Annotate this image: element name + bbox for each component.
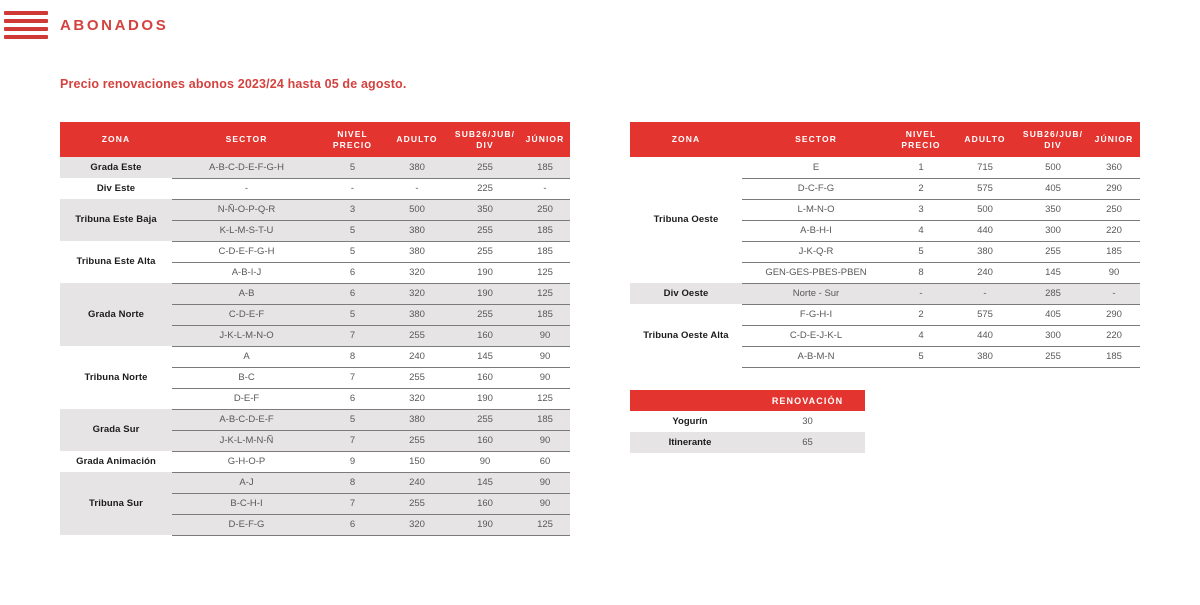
cell-junior: 60 xyxy=(520,451,570,472)
cell-adulto: 380 xyxy=(384,157,450,178)
cell-zona: Div Oeste xyxy=(630,283,742,304)
cell-sector: A-J xyxy=(172,472,321,493)
cell-nivel-precio: 5 xyxy=(890,241,952,262)
table-row xyxy=(60,409,570,430)
renovation-header-row xyxy=(630,390,865,411)
cell-nivel-precio: 5 xyxy=(890,346,952,367)
cell-adulto: 500 xyxy=(384,199,450,220)
cell-sector: J-K-L-M-N-Ñ xyxy=(172,430,321,451)
cell-sub26: 190 xyxy=(450,283,520,304)
cell-junior: 360 xyxy=(1088,157,1140,178)
table-row xyxy=(60,178,570,199)
col-header-nivel-precio xyxy=(321,122,384,157)
cell-adulto: 440 xyxy=(952,325,1018,346)
cell-sector: D-E-F-G xyxy=(172,514,321,535)
cell-sector: - xyxy=(172,178,321,199)
cell-sector: A-B-C-D-E-F xyxy=(172,409,321,430)
cell-adulto: 715 xyxy=(952,157,1018,178)
renovation-value: 65 xyxy=(750,432,865,453)
cell-adulto: 255 xyxy=(384,325,450,346)
cell-sub26: 350 xyxy=(450,199,520,220)
cell-zona: Tribuna Oeste Alta xyxy=(643,329,729,341)
cell-sub26: 145 xyxy=(1018,262,1088,283)
cell-nivel-precio: 3 xyxy=(321,199,384,220)
table-row xyxy=(60,283,570,304)
col-header-sector-l1: SECTOR xyxy=(795,134,837,145)
cell-junior: 290 xyxy=(1088,304,1140,325)
cell-sub26: 145 xyxy=(450,346,520,367)
cell-adulto: 240 xyxy=(384,346,450,367)
cell-nivel-precio: 5 xyxy=(321,409,384,430)
col-header-adulto xyxy=(952,122,1018,157)
table-header-row xyxy=(60,122,570,157)
col-header-adulto-l1: ADULTO xyxy=(396,134,438,145)
cell-junior: 90 xyxy=(520,346,570,367)
cell-adulto: 320 xyxy=(384,283,450,304)
cell-nivel-precio: 1 xyxy=(890,157,952,178)
cell-zona: Tribuna Sur xyxy=(60,472,172,535)
renovation-table-body xyxy=(630,411,865,453)
cell-zona: Tribuna Norte xyxy=(84,371,148,383)
cell-adulto: 380 xyxy=(384,409,450,430)
cell-adulto: 575 xyxy=(952,304,1018,325)
cell-junior: 185 xyxy=(520,220,570,241)
col-header-junior-l1: JÚNIOR xyxy=(1094,134,1134,145)
cell-sub26: 190 xyxy=(450,514,520,535)
renovation-header-label: RENOVACIÓN xyxy=(750,390,865,411)
cell-sector: A-B-H-I xyxy=(742,220,890,241)
cell-junior: 185 xyxy=(1088,241,1140,262)
cell-junior: 90 xyxy=(520,430,570,451)
cell-sub26: 160 xyxy=(450,367,520,388)
cell-sub26: 255 xyxy=(450,409,520,430)
table-row xyxy=(630,304,1140,325)
cell-sector: J-K-L-M-N-O xyxy=(172,325,321,346)
cell-junior: 125 xyxy=(520,262,570,283)
cell-sector: G-H-O-P xyxy=(172,451,321,472)
cell-sub26: 255 xyxy=(450,157,520,178)
table-row xyxy=(60,241,570,262)
cell-nivel-precio: 5 xyxy=(321,304,384,325)
cell-sub26: 255 xyxy=(450,304,520,325)
cell-nivel-precio: 6 xyxy=(321,262,384,283)
col-header-zona xyxy=(630,122,742,157)
cell-adulto: 380 xyxy=(384,220,450,241)
cell-sub26: 255 xyxy=(450,241,520,262)
table-row xyxy=(60,472,570,493)
cell-nivel-precio: 7 xyxy=(321,493,384,514)
cell-junior: 125 xyxy=(520,388,570,409)
cell-sector: Norte - Sur xyxy=(742,283,890,304)
col-header-sub26-l1: SUB26/JUB/ xyxy=(1022,129,1084,139)
cell-junior: 125 xyxy=(520,283,570,304)
cell-sub26: 190 xyxy=(450,388,520,409)
cell-nivel-precio: 8 xyxy=(321,472,384,493)
cell-sector: F-G-H-I xyxy=(742,304,890,325)
cell-sub26: 300 xyxy=(1018,325,1088,346)
cell-nivel-precio: 2 xyxy=(890,304,952,325)
col-header-sub26 xyxy=(1018,122,1088,157)
cell-junior: 90 xyxy=(520,367,570,388)
cell-zona: Grada Animación xyxy=(76,455,156,467)
cell-sector: A-B xyxy=(172,283,321,304)
cell-nivel-precio: 2 xyxy=(890,178,952,199)
cell-nivel-precio: 6 xyxy=(321,514,384,535)
price-table-east-body xyxy=(60,157,570,535)
cell-sector: C-D-E-F-G-H xyxy=(172,241,321,262)
col-header-nivel-l1: NIVEL xyxy=(905,129,937,139)
cell-sub26: 90 xyxy=(450,451,520,472)
col-header-zona-l1: ZONA xyxy=(101,134,131,145)
cell-sector: C-D-E-F xyxy=(172,304,321,325)
cell-zona: Grada Sur xyxy=(60,409,172,451)
cell-adulto: 380 xyxy=(952,241,1018,262)
cell-sector: N-Ñ-O-P-Q-R xyxy=(172,199,321,220)
cell-adulto: 320 xyxy=(384,262,450,283)
renovation-label: Yogurín xyxy=(672,416,708,427)
brand-mark-icon xyxy=(4,11,48,39)
col-header-adulto xyxy=(384,122,450,157)
renovation-table xyxy=(630,390,865,453)
col-header-sub26-l2: DIV xyxy=(476,139,494,150)
col-header-nivel-l2: PRECIO xyxy=(332,139,373,150)
cell-nivel-precio: 6 xyxy=(321,388,384,409)
cell-sub26: 145 xyxy=(450,472,520,493)
cell-sub26: 225 xyxy=(450,178,520,199)
cell-sub26: 255 xyxy=(1018,346,1088,367)
cell-sector: B-C-H-I xyxy=(172,493,321,514)
col-header-sector xyxy=(742,122,890,157)
cell-sub26: 190 xyxy=(450,262,520,283)
col-header-nivel-l2: PRECIO xyxy=(901,139,941,150)
col-header-sector xyxy=(172,122,321,157)
cell-adulto: 255 xyxy=(384,430,450,451)
cell-junior: 90 xyxy=(1088,262,1140,283)
cell-sector: K-L-M-S-T-U xyxy=(172,220,321,241)
cell-nivel-precio: - xyxy=(321,178,384,199)
cell-zona: Tribuna Este Baja xyxy=(60,199,172,241)
cell-nivel-precio: 8 xyxy=(321,346,384,367)
cell-adulto: 240 xyxy=(952,262,1018,283)
cell-junior: 185 xyxy=(520,241,570,262)
cell-nivel-precio: 5 xyxy=(321,157,384,178)
cell-nivel-precio: 4 xyxy=(890,325,952,346)
col-header-nivel-l1: NIVEL xyxy=(337,129,368,139)
cell-nivel-precio: 7 xyxy=(321,325,384,346)
cell-zona: Grada Este xyxy=(60,157,172,178)
price-table-west-body xyxy=(630,157,1140,367)
cell-sector: C-D-E-J-K-L xyxy=(742,325,890,346)
col-header-sub26 xyxy=(450,122,520,157)
cell-sub26: 350 xyxy=(1018,199,1088,220)
cell-sector: A-B-I-J xyxy=(172,262,321,283)
col-header-sub26-l2: DIV xyxy=(1044,139,1062,150)
col-header-zona xyxy=(60,122,172,157)
cell-sub26: 160 xyxy=(450,325,520,346)
table-row xyxy=(630,283,1140,304)
renovation-value: 30 xyxy=(802,416,813,427)
col-header-adulto-l1: ADULTO xyxy=(964,134,1006,145)
table-row xyxy=(60,199,570,220)
cell-junior: 220 xyxy=(1088,220,1140,241)
cell-zona: Div Este xyxy=(96,182,136,194)
cell-adulto: 380 xyxy=(384,241,450,262)
table-row xyxy=(630,157,1140,178)
cell-sub26: 255 xyxy=(1018,241,1088,262)
cell-junior: 185 xyxy=(520,157,570,178)
cell-nivel-precio: 8 xyxy=(890,262,952,283)
cell-sector: A-B-M-N xyxy=(742,346,890,367)
cell-sub26: 500 xyxy=(1018,157,1088,178)
cell-nivel-precio: 3 xyxy=(890,199,952,220)
cell-sector: A-B-C-D-E-F-G-H xyxy=(172,157,321,178)
table-row xyxy=(60,451,570,472)
cell-sector: GEN-GES-PBES-PBEN xyxy=(742,262,890,283)
cell-zona: Tribuna Oeste xyxy=(653,214,719,226)
price-table-west xyxy=(630,122,1140,368)
col-header-sector-l1: SECTOR xyxy=(225,134,268,145)
cell-sector: E xyxy=(742,157,890,178)
cell-sub26: 300 xyxy=(1018,220,1088,241)
renovation-header-blank xyxy=(630,390,750,411)
cell-nivel-precio: 7 xyxy=(321,430,384,451)
cell-sub26: 160 xyxy=(450,493,520,514)
cell-junior: 185 xyxy=(1088,346,1140,367)
cell-adulto: - xyxy=(384,178,450,199)
col-header-zona-l1: ZONA xyxy=(671,134,701,145)
cell-junior: 250 xyxy=(520,199,570,220)
cell-nivel-precio: 4 xyxy=(890,220,952,241)
cell-sub26: 285 xyxy=(1018,283,1088,304)
table-row xyxy=(60,157,570,178)
cell-junior: 185 xyxy=(520,409,570,430)
cell-junior: - xyxy=(1088,283,1140,304)
cell-nivel-precio: 7 xyxy=(321,367,384,388)
cell-adulto: 320 xyxy=(384,388,450,409)
col-header-junior xyxy=(1088,122,1140,157)
cell-adulto: 380 xyxy=(384,304,450,325)
cell-adulto: 150 xyxy=(384,451,450,472)
cell-sector: B-C xyxy=(172,367,321,388)
cell-adulto: 500 xyxy=(952,199,1018,220)
renovation-label: Itinerante xyxy=(630,432,750,453)
cell-junior: - xyxy=(520,178,570,199)
page-title: ABONADOS xyxy=(60,17,169,34)
table-row xyxy=(60,346,570,367)
cell-adulto: 240 xyxy=(384,472,450,493)
renovation-row xyxy=(630,411,865,432)
cell-sector: A xyxy=(172,346,321,367)
col-header-junior xyxy=(520,122,570,157)
page-subtitle: Precio renovaciones abonos 2023/24 hasta 05 de agosto. xyxy=(60,77,407,91)
col-header-junior-l1: JÚNIOR xyxy=(525,134,565,145)
table-header-row xyxy=(630,122,1140,157)
cell-nivel-precio: - xyxy=(890,283,952,304)
cell-sub26: 405 xyxy=(1018,178,1088,199)
cell-junior: 125 xyxy=(520,514,570,535)
cell-adulto: 320 xyxy=(384,514,450,535)
cell-sector: J-K-Q-R xyxy=(742,241,890,262)
cell-sector: D-E-F xyxy=(172,388,321,409)
cell-nivel-precio: 9 xyxy=(321,451,384,472)
col-header-nivel-precio xyxy=(890,122,952,157)
cell-adulto: 255 xyxy=(384,367,450,388)
cell-junior: 90 xyxy=(520,472,570,493)
cell-junior: 90 xyxy=(520,325,570,346)
cell-junior: 250 xyxy=(1088,199,1140,220)
cell-sector: L-M-N-O xyxy=(742,199,890,220)
cell-nivel-precio: 5 xyxy=(321,220,384,241)
cell-junior: 290 xyxy=(1088,178,1140,199)
cell-sub26: 255 xyxy=(450,220,520,241)
cell-junior: 185 xyxy=(520,304,570,325)
price-table-east xyxy=(60,122,570,536)
cell-sector: D-C-F-G xyxy=(742,178,890,199)
cell-zona: Tribuna Este Alta xyxy=(76,256,156,268)
cell-junior: 90 xyxy=(520,493,570,514)
col-header-sub26-l1: SUB26/JUB/ xyxy=(454,129,516,139)
cell-zona: Grada Norte xyxy=(60,283,172,346)
cell-adulto: 440 xyxy=(952,220,1018,241)
cell-nivel-precio: 5 xyxy=(321,241,384,262)
cell-adulto: 575 xyxy=(952,178,1018,199)
cell-adulto: - xyxy=(952,283,1018,304)
cell-sub26: 405 xyxy=(1018,304,1088,325)
cell-adulto: 380 xyxy=(952,346,1018,367)
cell-adulto: 255 xyxy=(384,493,450,514)
cell-sub26: 160 xyxy=(450,430,520,451)
cell-junior: 220 xyxy=(1088,325,1140,346)
renovation-row xyxy=(630,432,865,453)
cell-nivel-precio: 6 xyxy=(321,283,384,304)
